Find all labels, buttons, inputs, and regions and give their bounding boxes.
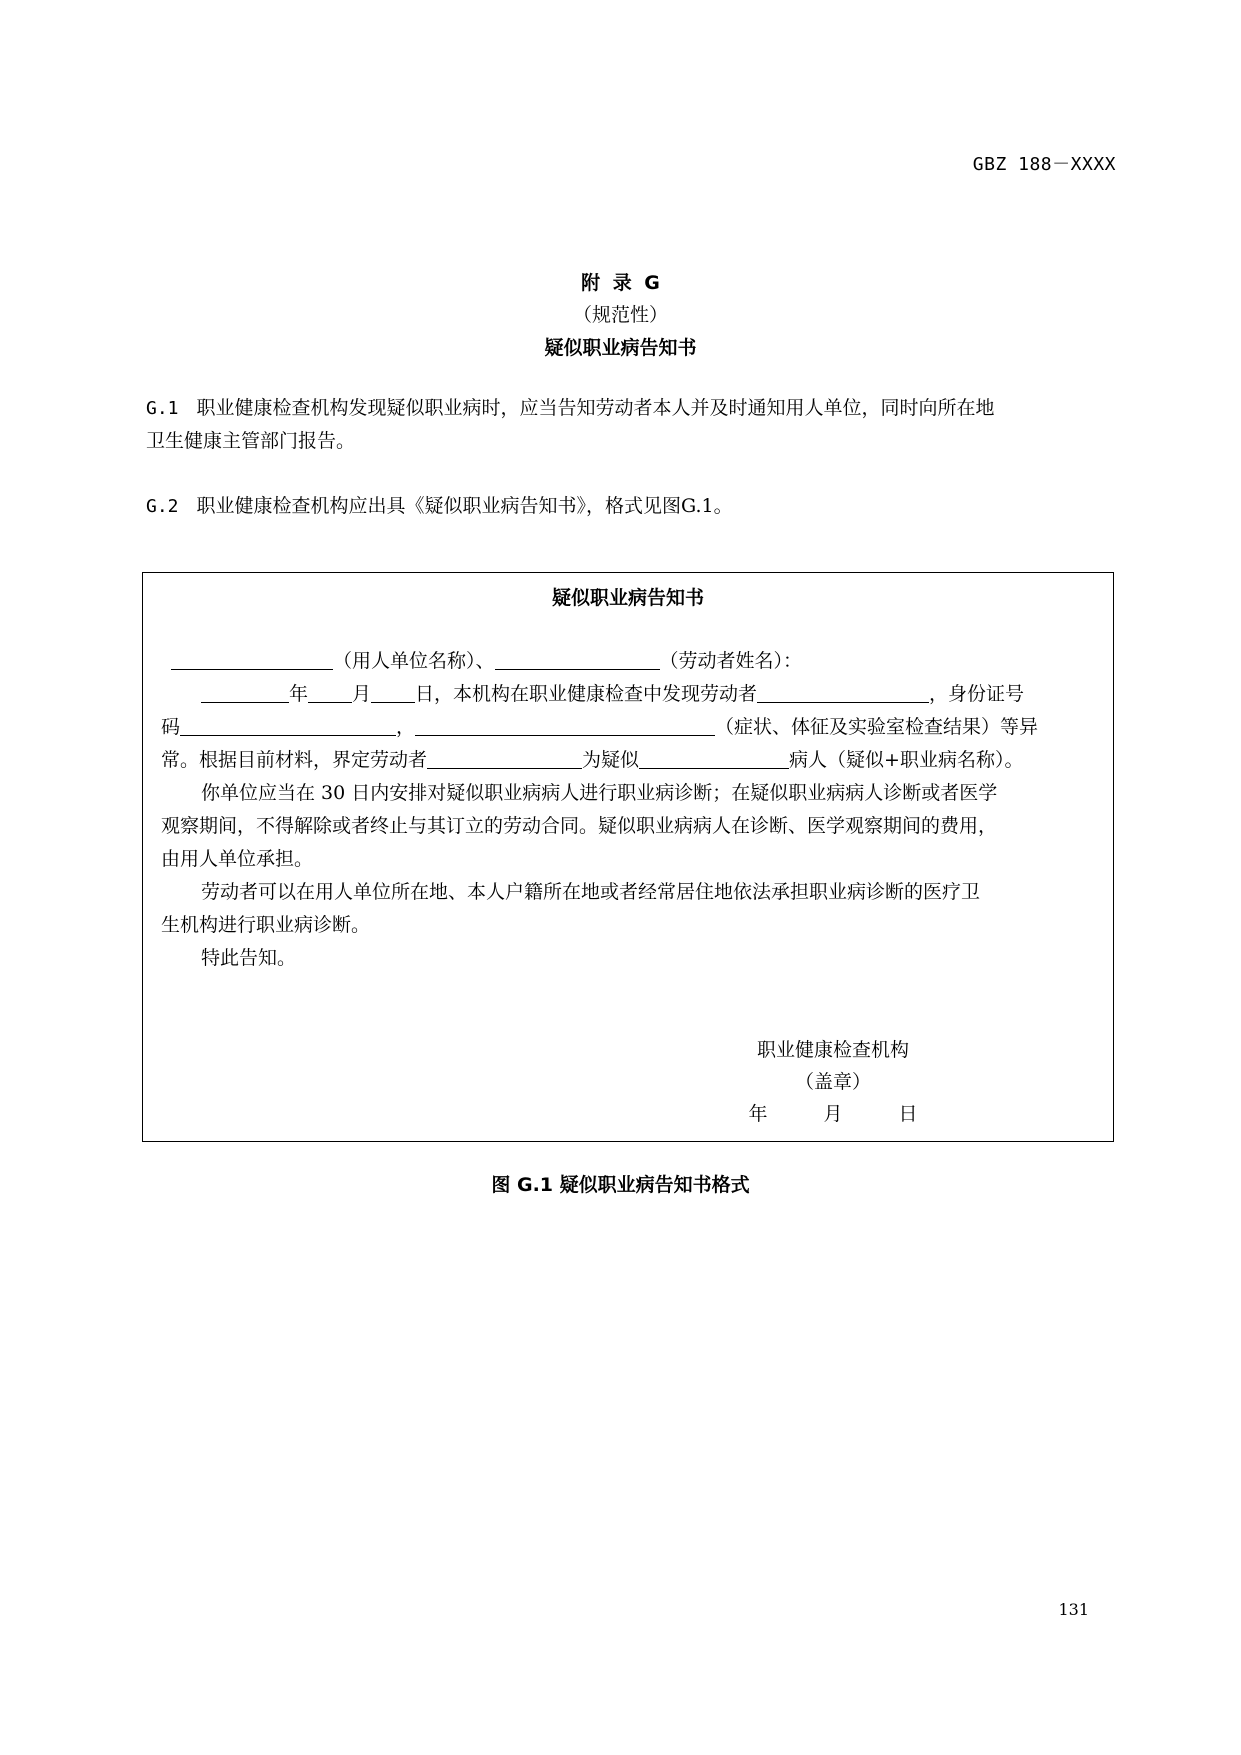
notice-text: 码 [161,716,181,738]
clause-text-continued: 卫生健康主管部门报告。 [146,430,356,452]
disease-name-blank[interactable] [639,746,789,769]
notice-paragraph: 生机构进行职业病诊断。 [161,914,371,936]
notice-text: ， [396,716,416,738]
signature-date: 年 月 日 [748,1103,918,1125]
clause-text: 职业健康检查机构应出具《疑似职业病告知书》，格式见图G.1。 [196,495,733,517]
clause-text: 职业健康检查机构发现疑似职业病时，应当告知劳动者本人并及时通知用人单位，同时向所在地 [196,397,995,419]
signature-seal: （盖章） [794,1071,871,1093]
notice-text: 常。根据目前材料，界定劳动者 [161,749,428,771]
clause-number: G.1 [146,398,179,419]
notice-paragraph: 观察期间，不得解除或者终止与其订立的劳动合同。疑似职业病病人在诊断、医学观察期间的费用， [161,815,998,837]
notice-text: （用人单位名称）、 [333,650,495,672]
notice-text: ，身份证号 [929,683,1025,705]
notice-body [161,645,1099,975]
page-number: 131 [1058,1600,1089,1619]
figure-caption: 图 G.1 疑似职业病告知书格式 [491,1174,750,1196]
worker-blank[interactable] [757,680,929,703]
month-blank[interactable] [308,680,352,703]
notice-paragraph: 由用人单位承担。 [161,848,314,870]
notice-paragraph: 劳动者可以在用人单位所在地、本人户籍所在地或者经常居住地依法承担职业病诊断的医疗卫 [201,881,981,903]
notice-text: 病人（疑似+职业病名称）。 [789,749,1024,771]
notice-text: 月 [352,683,372,705]
worker-name-blank-2[interactable] [427,746,582,769]
clause-g2 [146,490,1126,523]
notice-line-addressee [161,645,1099,678]
notice-form-box [142,572,1114,1142]
id-number-blank[interactable] [180,713,396,736]
notice-text: （症状、体征及实验室检查结果）等异 [715,716,1039,738]
notice-line-date [161,678,1099,711]
worker-name-blank[interactable] [495,647,660,670]
notice-paragraph: 你单位应当在 30 日内安排对疑似职业病病人进行职业病诊断；在疑似职业病病人诊断或者医学 [201,782,998,804]
clause-number: G.2 [146,496,179,517]
clause-g1 [146,392,1126,457]
notice-text: （劳动者姓名）： [659,650,803,672]
appendix-type: （规范性） [572,304,668,326]
year-blank[interactable] [201,680,289,703]
employer-name-blank[interactable] [171,647,333,670]
notice-line-id [161,711,1099,744]
notice-closing: 特此告知。 [201,947,297,969]
day-blank[interactable] [371,680,415,703]
notice-text: 为疑似 [582,749,640,771]
appendix-name: 疑似职业病告知书 [544,337,697,359]
signature-organization: 职业健康检查机构 [756,1039,909,1061]
notice-line-diagnosis [161,744,1099,777]
notice-text: 年 [289,683,309,705]
document-code: GBZ 188－XXXX [972,154,1116,175]
findings-blank[interactable] [415,713,715,736]
notice-title: 疑似职业病告知书 [551,587,704,609]
appendix-title: 附 录 G [581,272,660,294]
notice-text: 日，本机构在职业健康检查中发现劳动者 [415,683,758,705]
